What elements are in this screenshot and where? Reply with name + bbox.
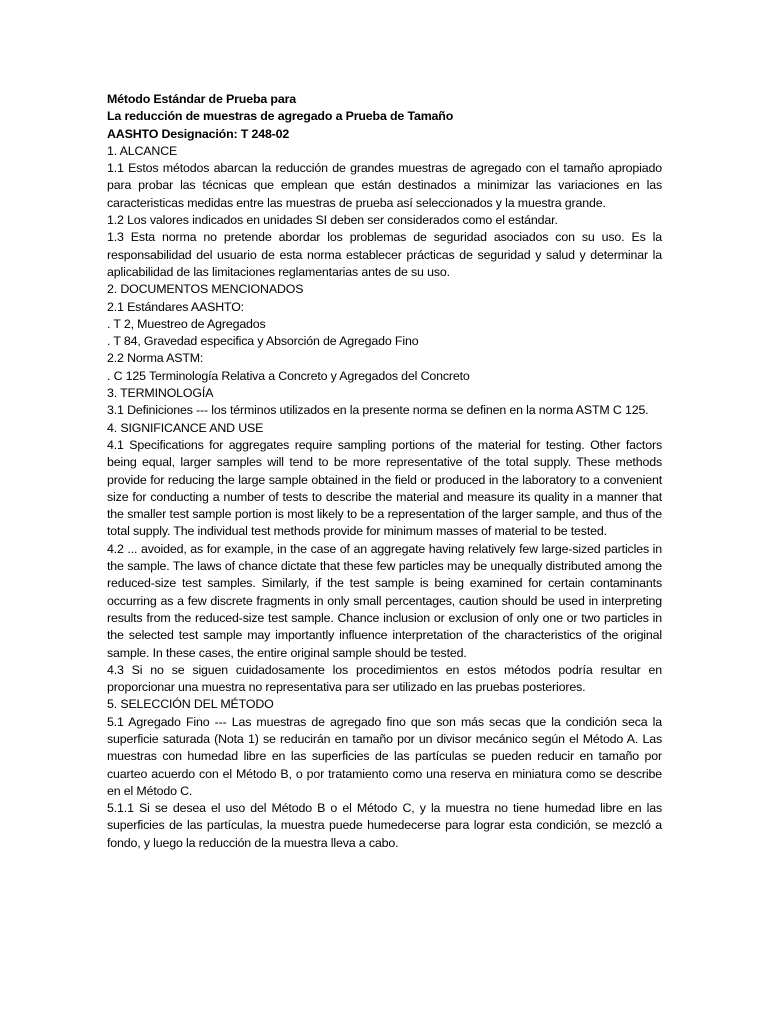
list-item-c125: . C 125 Terminología Relativa a Concreto y Agregados del Concreto	[107, 368, 470, 383]
paragraph-1-3: 1.3 Esta norma no pretende abordar los problemas de seguridad asociados con su uso. Es la responsabilidad del usuario de esta norma establecer prácticas de seguridad y salud y determinar la aplicabilidad de las limitaciones reglamentarias antes de su uso.	[107, 230, 662, 279]
paragraph-5-1: 5.1 Agregado Fino --- Las muestras de agregado fino que son más secas que la condición seca la superficie saturada (Nota 1) se reducirán en tamaño por un divisor mecánico según el Método A. Las muestras con humedad libre en las superficies de las partículas se pueden reducir en tamaño por cuarteo acuerdo con el Método B, o por tratamiento como una reserva en miniatura como se describe en el Método C.	[107, 714, 662, 798]
paragraph-1-1: 1.1 Estos métodos abarcan la reducción de grandes muestras de agregado con el tamaño apropiado para probar las técnicas que emplean que están destinados a minimizar las variaciones en las caracteristicas medidas entre las muestras de prueba así seleccionados y la muestra grande.	[107, 161, 662, 210]
document-body	[107, 91, 662, 852]
paragraph-5-1-1: 5.1.1 Si se desea el uso del Método B o el Método C, y la muestra no tiene humedad libre en las superficies de las partículas, la muestra puede humedecerse para lograr esta condición, se mezcló a fondo, y luego la reducción de la muestra lleva a cabo.	[107, 801, 662, 850]
list-item-t84: . T 84, Gravedad especifica y Absorción de Agregado Fino	[107, 334, 419, 349]
section-heading-significance: 4. SIGNIFICANCE AND USE	[107, 420, 264, 435]
designation: AASHTO Designación: T 248-02	[107, 126, 290, 141]
list-item-t2: . T 2, Muestreo de Agregados	[107, 316, 266, 331]
paragraph-1-2: 1.2 Los valores indicados en unidades SI deben ser considerados como el estándar.	[107, 213, 558, 228]
document-title-line-1: Método Estándar de Prueba para	[107, 92, 296, 106]
section-heading-alcance: 1. ALCANCE	[107, 143, 178, 158]
section-heading-documentos: 2. DOCUMENTOS MENCIONADOS	[107, 282, 304, 297]
paragraph-2-2: 2.2 Norma ASTM:	[107, 351, 204, 366]
document-title-line-2: La reducción de muestras de agregado a Prueba de Tamaño	[107, 109, 454, 124]
section-heading-terminologia: 3. TERMINOLOGÍA	[107, 386, 214, 401]
paragraph-2-1: 2.1 Estándares AASHTO:	[107, 299, 244, 314]
paragraph-4-2: 4.2 ... avoided, as for example, in the case of an aggregate having relatively few large-sized particles in the sample. The laws of chance dictate that these few particles may be unequally distributed among the reduced-size test samples. Similarly, if the test sample is being examined for certain contaminants occurring as a few discrete fragments in only small percentages, caution should be used in interpreting results from the reduced-size test sample. Chance inclusion or exclusion of only one or two particles in the selected test sample may importantly influence interpretation of the characteristics of the original sample. In these cases, the entire original sample should be tested.	[107, 541, 662, 660]
section-heading-seleccion: 5. SELECCIÓN DEL MÉTODO	[107, 697, 274, 712]
paragraph-3-1: 3.1 Definiciones --- los términos utilizados en la presente norma se definen en la norma ASTM C 125.	[107, 403, 649, 418]
paragraph-4-1: 4.1 Specifications for aggregates require sampling portions of the material for testing. Other factors being equal, larger samples will tend to be more representative of the total supply. These methods provide for reducing the large sample obtained in the field or produced in the laboratory to a convenient size for conducting a number of tests to describe the material and measure its quality in a manner that the smaller test sample portion is most likely to be a representation of the larger sample, and thus of the total supply. The individual test methods provide for minimum masses of material to be tested.	[107, 437, 662, 539]
paragraph-4-3: 4.3 Si no se siguen cuidadosamente los procedimientos en estos métodos podría resultar en proporcionar una muestra no representativa para ser utilizado en las pruebas posteriores.	[107, 662, 662, 695]
